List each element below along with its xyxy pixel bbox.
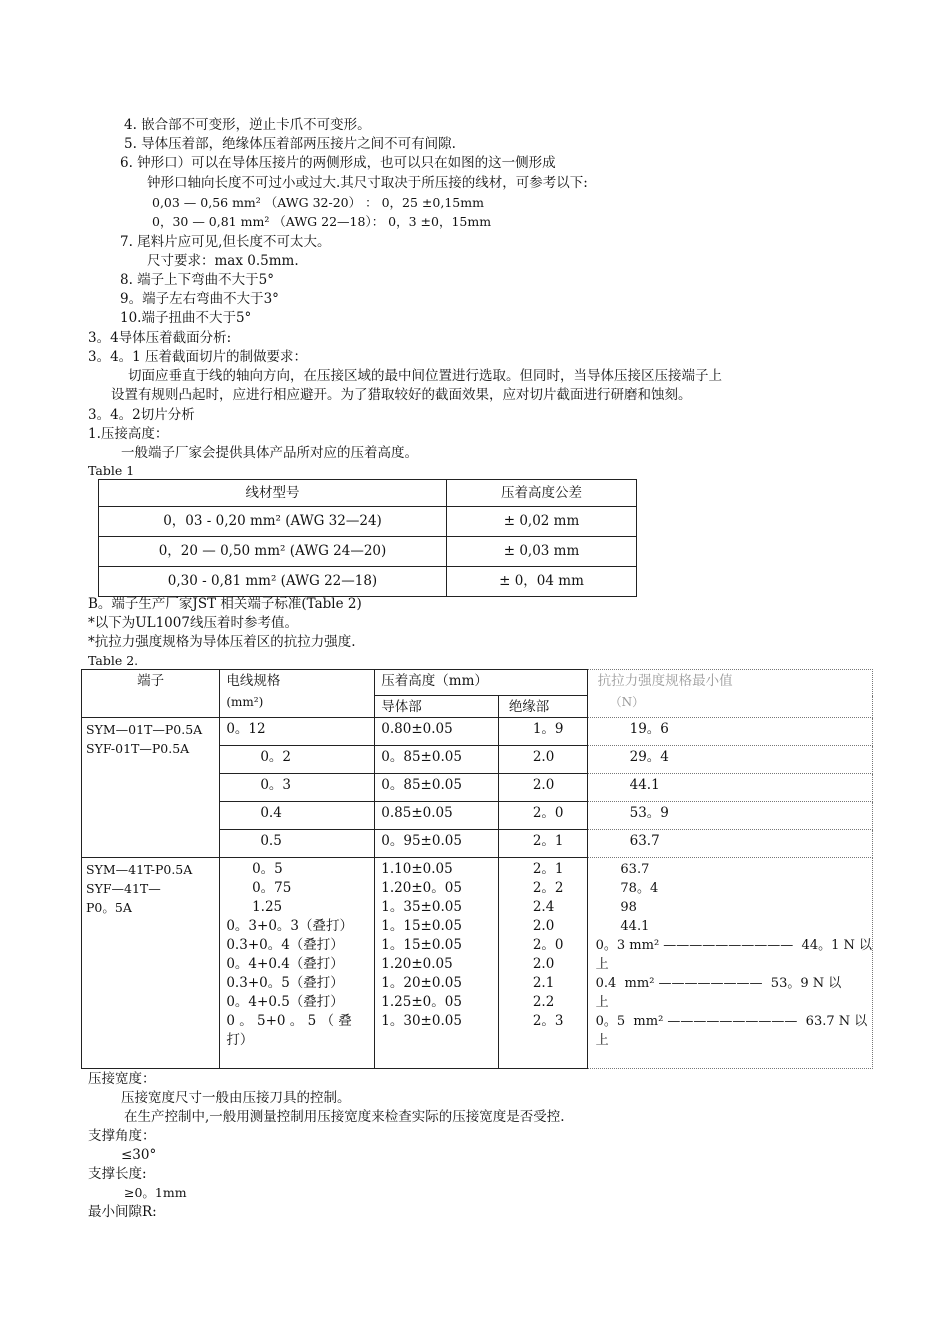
ul-note: *以下为UL1007线压着时参考值。 — [88, 615, 298, 631]
table-row — [99, 567, 637, 597]
wire-spec: 0.4 — [260, 805, 282, 821]
size-requirement: 尺寸要求：max 0.5mm. — [147, 253, 299, 269]
table-row — [99, 537, 637, 567]
table-cell — [587, 830, 872, 858]
tensile-value-list: 63.7 78。4 98 44.1 0。3 mm² —————————— 44。1 N 以 上 0.4 mm² ———————— 53。9 N 以 上 0。5 mm² —————————— 63.7 N 以 上 — [595, 862, 872, 1048]
header-tensile: 抗拉力强度规格最小值 — [597, 673, 733, 689]
table-row — [99, 480, 637, 507]
table-cell — [220, 802, 375, 830]
header-terminal: 端子 — [137, 673, 165, 689]
list-item-7: 7. 尾料片应可见,但长度不可太大。 — [120, 234, 331, 250]
header-crimp-height: 压着高度（mm） — [381, 673, 488, 689]
support-angle-value: ≤30° — [121, 1147, 157, 1163]
table-cell — [220, 718, 375, 746]
table-cell: ± 0,02 mm — [447, 507, 637, 537]
paragraph-line-1: 切面应垂直于线的轴向方向，在压接区域的最中间位置进行选取。但同时，当导体压接区压接端子上 — [128, 368, 722, 384]
table-cell — [498, 802, 587, 830]
table-row — [82, 858, 873, 1069]
conductor-height: 0.80±0.05 — [381, 721, 453, 737]
list-item-4: 4. 嵌合部不可变形，逆止卡爪不可变形。 — [124, 117, 371, 133]
tensile-value: 63.7 — [629, 833, 660, 849]
table-cell — [498, 746, 587, 774]
table-header — [587, 670, 872, 718]
paragraph-crimp-width-2: 在生产控制中,一般用测量控制用压接宽度来检查实际的压接宽度是否受控. — [124, 1109, 565, 1125]
insulation-height: 2。0 — [532, 805, 564, 821]
spec-line-2: 0，30 — 0,81 mm² （AWG 22—18）： 0，3 ±0，15mm — [152, 214, 492, 229]
insulation-height: 2.0 — [532, 777, 555, 793]
section-heading-3-4-1: 3。4。1 压着截面切片的制做要求： — [88, 349, 308, 365]
header-insulation: 绝缘部 — [508, 699, 550, 715]
tensile-value: 44.1 — [629, 777, 660, 793]
table-cell — [498, 718, 587, 746]
table-header — [375, 670, 587, 696]
conductor-height: 0。85±0.05 — [381, 777, 462, 793]
table-cell — [82, 718, 220, 858]
list-item-8: 8. 端子上下弯曲不大于5° — [120, 272, 275, 288]
table-cell — [375, 802, 499, 830]
conductor-height: 0.85±0.05 — [381, 805, 453, 821]
table-cell — [82, 858, 220, 1069]
header-conductor: 导体部 — [381, 699, 422, 715]
table-row — [82, 670, 873, 696]
table-cell — [587, 774, 872, 802]
wire-spec: 0。12 — [226, 721, 266, 737]
header-tensile-unit: （N） — [609, 695, 645, 709]
terminal-group-1: SYM—01T—P0.5A SYF-01T—P0.5A — [86, 722, 203, 756]
table-header: 线材型号 — [99, 480, 447, 507]
list-item-9: 9。端子左右弯曲不大于3° — [120, 291, 279, 307]
table-1-caption: Table 1 — [88, 463, 135, 478]
table-2-caption: Table 2. — [88, 653, 139, 668]
table-header: 压着高度公差 — [447, 480, 637, 507]
table-cell — [220, 746, 375, 774]
section-heading-3-4-2: 3。4。2切片分析 — [88, 407, 195, 423]
tensile-value: 19。6 — [629, 721, 669, 737]
support-length-value: ≥0。1mm — [124, 1185, 187, 1200]
header-wire: 电线规格 — [226, 673, 281, 689]
paragraph-line-2: 设置有规则凸起时，应进行相应避开。为了猎取较好的截面效果，应对切片截面进行研磨和蚀刻。 — [111, 387, 692, 403]
insulation-height: 1。9 — [532, 721, 564, 737]
table-cell: 0,30 - 0,81 mm² (AWG 22—18) — [99, 567, 447, 597]
table-2 — [81, 669, 873, 1069]
table-cell — [375, 858, 499, 1069]
table-cell — [375, 774, 499, 802]
table-cell — [220, 774, 375, 802]
table-cell: ± 0，04 mm — [447, 567, 637, 597]
subheading-support-angle: 支撑角度： — [88, 1128, 156, 1144]
table-cell — [587, 802, 872, 830]
wire-spec-list: 0。5 0。75 1.25 0。3+0。3（叠打） 0.3+0。4（叠打） 0。4+0.4（叠打） 0.3+0。5（叠打） 0。4+0.5（叠打） 0 。 5+0 。 5 （ 叠 打） — [226, 861, 354, 1048]
table-cell — [587, 718, 872, 746]
tensile-value: 53。9 — [629, 805, 669, 821]
table-cell — [375, 830, 499, 858]
jst-note: B。端子生产厂家JST 相关端子标准(Table 2) — [88, 596, 362, 612]
table-header — [375, 696, 499, 718]
wire-spec: 0。2 — [260, 749, 292, 765]
wire-spec: 0.5 — [260, 833, 282, 849]
header-wire-unit: (mm²) — [226, 695, 264, 709]
conductor-height: 0。95±0.05 — [381, 833, 462, 849]
paragraph-bell-mouth: 钟形口轴向长度不可过小或过大.其尺寸取决于所压接的线材，可参考以下: — [147, 175, 588, 191]
table-cell — [220, 830, 375, 858]
table-header — [498, 696, 587, 718]
wire-spec: 0。3 — [260, 777, 292, 793]
table-cell — [498, 774, 587, 802]
conductor-height: 0。85±0.05 — [381, 749, 462, 765]
subheading-crimp-height: 1.压接高度： — [88, 426, 169, 442]
list-item-6: 6. 钟形口）可以在导体压接片的两侧形成，也可以只在如图的这一侧形成 — [120, 155, 556, 171]
table-header — [220, 670, 375, 718]
paragraph-crimp-height: 一般端子厂家会提供具体产品所对应的压着高度。 — [121, 445, 418, 461]
table-header — [82, 670, 220, 718]
tensile-note: *抗拉力强度规格为导体压着区的抗拉力强度. — [88, 634, 356, 650]
insulation-height: 2.0 — [532, 749, 555, 765]
table-cell — [587, 858, 872, 1069]
paragraph-crimp-width-1: 压接宽度尺寸一般由压接刀具的控制。 — [121, 1090, 351, 1106]
table-row — [82, 718, 873, 746]
section-heading-3-4: 3。4导体压着截面分析: — [88, 330, 232, 346]
subheading-crimp-width: 压接宽度： — [88, 1071, 156, 1087]
insulation-height: 2。1 — [532, 833, 564, 849]
table-cell — [498, 830, 587, 858]
tensile-value: 29。4 — [629, 749, 669, 765]
table-cell: ± 0,03 mm — [447, 537, 637, 567]
list-item-5: 5. 导体压着部，绝缘体压着部两压接片之间不可有间隙. — [124, 136, 456, 152]
table-cell: 0，20 — 0,50 mm² (AWG 24—20) — [99, 537, 447, 567]
conductor-height-list: 1.10±0.05 1.20±0。05 1。35±0.05 1。15±0.05 1。15±0.05 1.20±0.05 1。20±0.05 1.25±0。05 1。30±0.05 — [381, 861, 462, 1029]
insulation-height-list: 2。1 2。2 2.4 2.0 2。0 2.0 2.1 2.2 2。3 — [532, 861, 564, 1029]
subheading-min-gap: 最小间隙R: — [88, 1204, 157, 1220]
table-cell: 0，03 - 0,20 mm² (AWG 32—24) — [99, 507, 447, 537]
spec-line-1: 0,03 — 0,56 mm² （AWG 32-20） ： 0，25 ±0,15mm — [152, 195, 484, 210]
table-cell — [220, 858, 375, 1069]
table-cell — [375, 746, 499, 774]
list-item-10: 10.端子扭曲不大于5° — [120, 310, 252, 326]
subheading-support-length: 支撑长度: — [88, 1166, 147, 1182]
table-row — [99, 507, 637, 537]
table-1 — [98, 479, 637, 597]
table-cell — [375, 718, 499, 746]
table-cell — [498, 858, 587, 1069]
table-cell — [587, 746, 872, 774]
terminal-group-2: SYM—41T-P0.5A SYF—41T— P0。5A — [86, 862, 193, 915]
